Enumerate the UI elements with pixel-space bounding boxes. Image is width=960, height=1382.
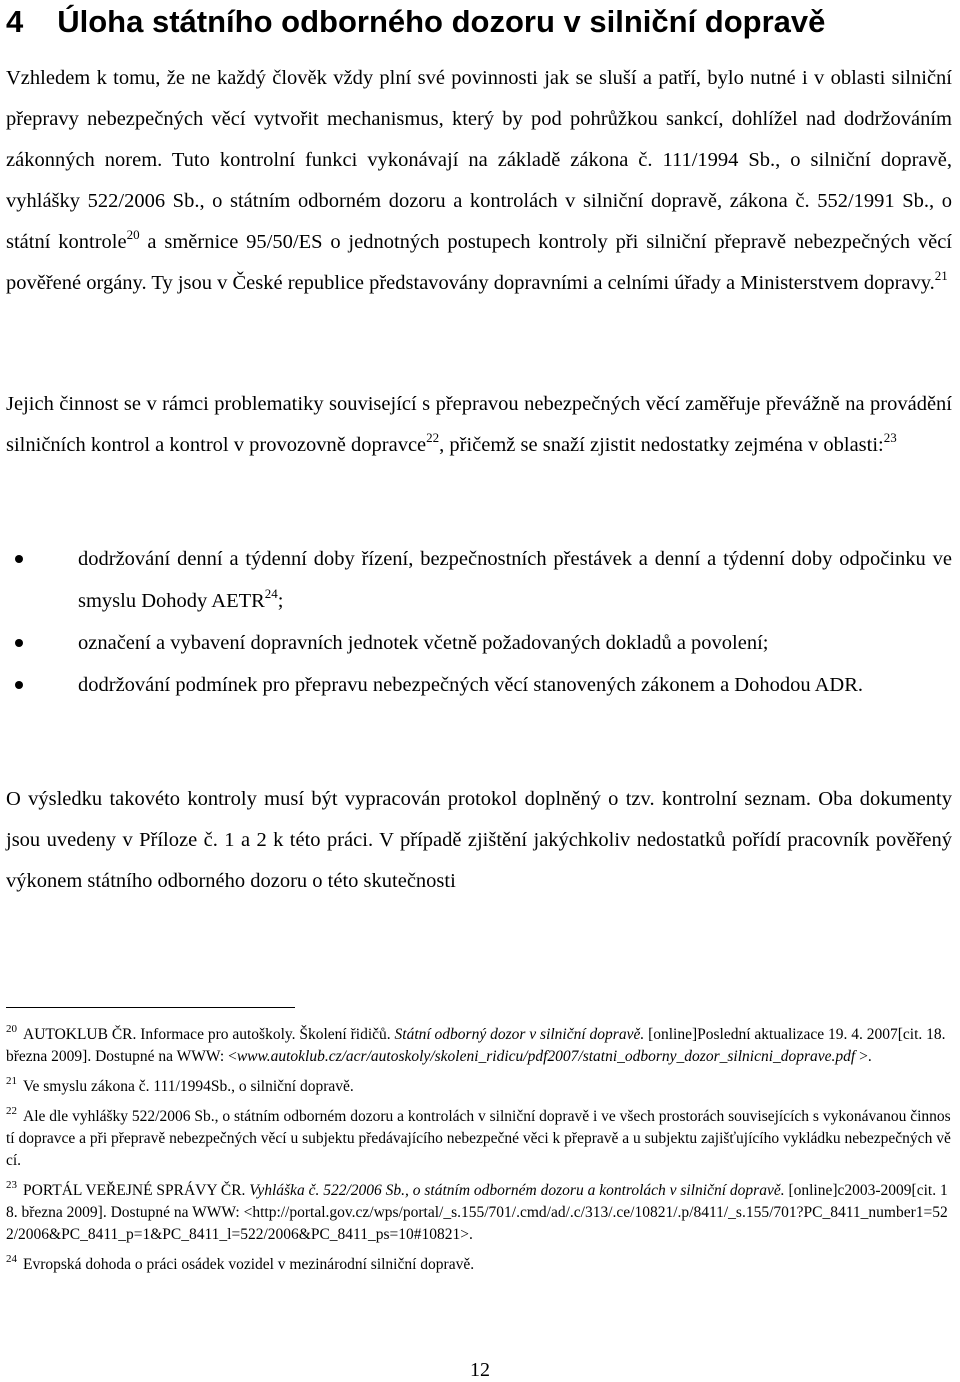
footnote-ref-20: 20 [126, 227, 140, 242]
bullet-dot-icon [15, 681, 23, 689]
footnote-title: Státní odborný dozor v silniční dopravě. [394, 1026, 645, 1043]
footnote-number: 21 [6, 1075, 17, 1087]
chapter-title: Úloha státního odborného dozoru v silniční dopravě [57, 4, 826, 39]
footnote-url: www.autoklub.cz/acr/autoskoly/skoleni_ridicu/pdf2007/statni_odborny_dozor_silnicni_doprave.pdf [236, 1048, 856, 1065]
footnote-text: AUTOKLUB ČR. Informace pro autoškoly. Školení řidičů. [23, 1026, 395, 1043]
footnote-24 [6, 1254, 952, 1276]
bullet-item [6, 664, 952, 706]
footnote-number: 24 [6, 1253, 17, 1265]
footnotes [6, 1024, 952, 1284]
footnote-ref-24: 24 [264, 586, 278, 601]
footnote-number: 23 [6, 1179, 17, 1191]
footnote-title: Vyhláška č. 522/2006 Sb., o státním odborném dozoru a kontrolách v silniční dopravě. [249, 1182, 785, 1199]
chapter-heading [6, 0, 825, 44]
footnote-ref-22: 22 [426, 430, 440, 445]
footnote-text: PORTÁL VEŘEJNÉ SPRÁVY ČR. [23, 1182, 250, 1199]
bullet-dot-icon [15, 639, 23, 647]
paragraph-2 [6, 384, 952, 466]
bullet-item-text: dodržování podmínek pro přepravu nebezpečných věcí stanovených zákonem a Dohodou ADR. [78, 674, 864, 696]
footnote-text: [online]c2003-2009[cit. 18. března 2009]. Dostupné na WWW: <http://portal.gov.cz/wps/portal/_s.155/701/.cmd/ad/.c/313/.ce/10821/.p/8411/_s.155/701?PC_8411_number1=522/2006&PC_8411_p=1&PC_8411_l=522/2006&PC_8411_ps=10#10821>. [6, 1182, 948, 1243]
footnote-23 [6, 1180, 952, 1246]
footnote-separator [6, 1007, 295, 1008]
bullet-list [6, 538, 952, 706]
chapter-number: 4 [6, 4, 24, 39]
footnote-22 [6, 1106, 952, 1172]
bullet-item-tail: ; [277, 590, 284, 612]
bullet-item [6, 538, 952, 622]
paragraph-1 [6, 58, 952, 304]
footnote-20 [6, 1024, 952, 1068]
footnote-text: Ve smyslu zákona č. 111/1994Sb., o silniční dopravě. [23, 1078, 354, 1095]
bullet-dot-icon [15, 555, 23, 563]
paragraph-2-text-a: Jejich činnost se v rámci problematiky související s přepravou nebezpečných věcí zaměřuje převážně na provádění silničních kontrol a kontrol v provozovně dopravce [6, 393, 952, 456]
footnote-ref-21: 21 [934, 268, 948, 283]
page-number: 12 [470, 1359, 490, 1381]
footnote-number: 20 [6, 1023, 17, 1035]
footnote-21 [6, 1076, 952, 1098]
footnote-text: Ale dle vyhlášky 522/2006 Sb., o státním odborném dozoru a kontrolách v silniční dopravě i ve všech prostorách souvisejících s vykonávanou činností dopravce a při přepravě nebezpečných věcí u subjektu předávajícího nebezpečné věci k přepravě a u subjektu zajišťujícího vykládku nebezpečných věcí. [6, 1108, 951, 1169]
footnote-text: >. [855, 1048, 872, 1065]
bullet-item-text: označení a vybavení dopravních jednotek včetně požadovaných dokladů a povolení; [78, 632, 769, 654]
bullet-item-text: dodržování denní a týdenní doby řízení, bezpečnostních přestávek a denní a týdenní doby odpočinku ve smyslu Dohody AETR [78, 548, 952, 612]
paragraph-3: O výsledku takovéto kontroly musí být vypracován protokol doplněný o tzv. kontrolní seznam. Oba dokumenty jsou uvedeny v Příloze č. 1 a 2 k této práci. V případě zjištění jakýchkoliv nedostatků pořídí pracovník pověřený výkonem státního odborného dozoru o této skutečnosti [6, 788, 952, 892]
footnote-text: [online]Poslední aktualizace 19. 4. 2007[cit. 18. března 2009]. Dostupné na WWW: < [6, 1026, 946, 1065]
footnote-text: Evropská dohoda o práci osádek vozidel v mezinárodní silniční dopravě. [23, 1256, 475, 1273]
footnote-ref-23: 23 [883, 430, 897, 445]
paragraph-2-text-b: , přičemž se snaží zjistit nedostatky zejména v oblasti: [439, 434, 884, 456]
paragraph-1-text-a: Vzhledem k tomu, že ne každý člověk vždy plní své povinnosti jak se sluší a patří, bylo nutné i v oblasti silniční přepravy nebezpečných věcí vytvořit mechanismus, který by pod pohrůžkou sankcí, dohlížel nad dodržováním zákonných norem. Tuto kontrolní funkci vykonávají na základě zákona č. 111/1994 Sb., o silniční dopravě, vyhlášky 522/2006 Sb., o státním odborném dozoru a kontrolách v silniční dopravě, zákona č. 552/1991 Sb., o státní kontrole [6, 67, 952, 253]
footnote-number: 22 [6, 1105, 17, 1117]
paragraph-1-text-b: a směrnice 95/50/ES o jednotných postupech kontroly při silniční přepravě nebezpečných věcí pověřené orgány. Ty jsou v České republice představovány dopravními a celními úřady a Ministerstvem dopravy. [6, 231, 953, 294]
bullet-item [6, 622, 952, 664]
